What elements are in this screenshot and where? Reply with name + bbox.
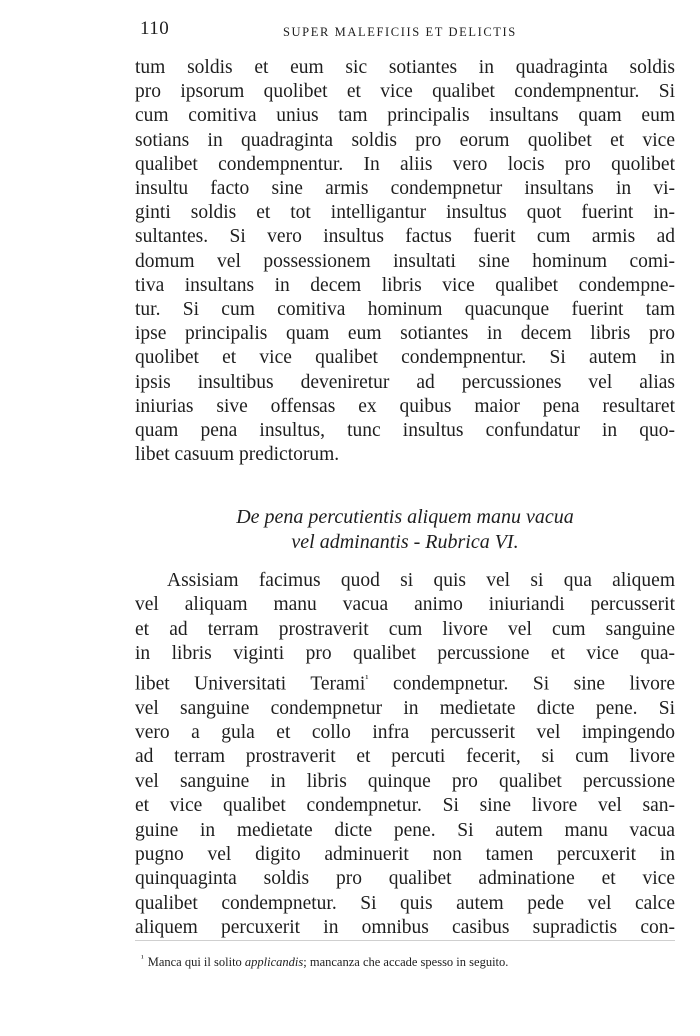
text-line: aliquem percuxerit in omnibus casibus supradictis con- xyxy=(135,917,675,939)
text-line: iniurias sive offensas ex quibus maior pena resultaret xyxy=(135,395,675,417)
footnote-italic-word: applicandis xyxy=(244,955,304,970)
text-line: quam pena insultus, tunc insultus confundatur in quo- xyxy=(135,420,675,442)
text-line: tiva insultans in decem libris vice qualibet condempne- xyxy=(135,274,675,296)
footnote-text: ; mancanza che accade spesso in seguito. xyxy=(303,955,509,970)
text-line: vel sanguine in libris quinque pro qualibet percussione xyxy=(135,770,675,792)
text-line: tur. Si cum comitiva hominum quacunque fuerint tam xyxy=(135,299,675,321)
text-line: domum vel possessionem insultati sine hominum comi- xyxy=(135,250,675,272)
text-line: qualibet condempnentur. In aliis vero locis pro quolibet xyxy=(135,153,675,175)
text-line: quinquaginta soldis pro qualibet adminatione et vice xyxy=(135,868,675,890)
footnote-text: Manca qui il solito xyxy=(147,955,242,970)
footnote-divider xyxy=(135,940,675,941)
text-line: cum comitiva unius tam principalis insultans quam eum xyxy=(135,105,675,127)
text-segment: condempnetur. Si sine livore xyxy=(368,673,675,695)
text-line: quolibet et vice qualibet condempnentur. Si autem in xyxy=(135,347,675,369)
text-segment: libet Universitati Terami xyxy=(135,673,366,695)
text-line: vero a gula et collo infra percusserit vel impingendo xyxy=(135,721,675,743)
page-number: 110 xyxy=(140,18,170,39)
rubric-line: De pena percutientis aliquem manu vacua xyxy=(236,506,574,528)
text-line: et ad terram prostraverit cum livore vel cum sanguine xyxy=(135,618,675,640)
text-line: vel sanguine condempnetur in medietate dicte pene. Si xyxy=(135,697,675,719)
paragraph-rubric-vi xyxy=(135,569,675,941)
text-line: tum soldis et eum sic sotiantes in quadraginta soldis xyxy=(135,57,675,78)
footnote-marker: ¹ xyxy=(141,953,144,963)
text-line: libet casuum predictorum. xyxy=(135,444,340,466)
text-line: ad terram prostraverit et percuti fecerit, si cum livore xyxy=(135,746,675,768)
text-line: vel aliquam manu vacua animo iniuriandi percusserit xyxy=(135,594,675,616)
rubric-heading xyxy=(135,505,675,555)
footnote xyxy=(135,949,675,971)
text-line: in libris viginti pro qualibet percussione et vice qua- xyxy=(135,643,675,665)
text-line: guine in medietate dicte pene. Si autem manu vacua xyxy=(135,819,675,841)
paragraph-continued xyxy=(135,56,675,467)
footnote-reference[interactable]: ¹ xyxy=(365,672,369,685)
page-header xyxy=(140,18,680,48)
text-line: pugno vel digito adminuerit non tamen percuxerit in xyxy=(135,843,675,865)
text-line: pro ipsorum quolibet et vice qualibet condempnentur. Si xyxy=(135,81,675,103)
rubric-line: vel adminantis - Rubrica VI. xyxy=(291,531,519,553)
text-line xyxy=(135,667,675,697)
text-line-content: Assisiam facimus quod si quis vel si qua aliquem xyxy=(167,570,675,591)
text-line: qualibet condempnetur. Si quis autem pede vel calce xyxy=(135,892,675,914)
text-line: et vice qualibet condempnetur. Si sine livore vel san- xyxy=(135,795,675,817)
text-line: sotians in quadraginta soldis pro eorum quolibet et vice xyxy=(135,129,675,151)
text-line: ipsis insultibus deveniretur ad percussiones vel alias xyxy=(135,371,675,393)
running-head: SUPER MALEFICIIS ET DELICTIS xyxy=(283,25,517,39)
text-line: insultu facto sine armis condempnetur insultans in vi- xyxy=(135,178,675,200)
text-line: ginti soldis et tot intelligantur insultus quot fuerint in- xyxy=(135,202,675,224)
text-line: ipse principalis quam eum sotiantes in decem libris pro xyxy=(135,323,675,345)
text-line xyxy=(135,569,675,593)
text-line: sultantes. Si vero insultus factus fuerit cum armis ad xyxy=(135,226,675,248)
